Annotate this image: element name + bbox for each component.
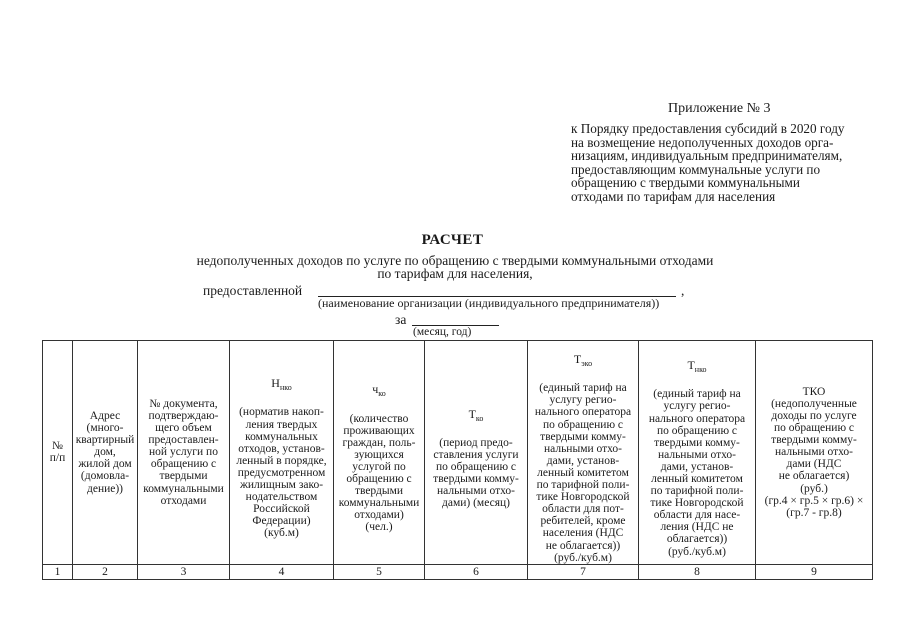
document-title: РАСЧЕТ <box>421 232 484 248</box>
column-symbol: Т <box>573 352 582 367</box>
column-header-address: Адрес (много- квартирный дом, жилой дом (домовла- дение)) <box>73 341 138 565</box>
column-header-lost-income: ТКО (недополученные доходы по услуге по обращению с твердыми комму- нальными отхо- дами (НДС не облагается) (руб.) (гр.4 × гр.5 × гр.6) × (гр.7 - гр.8) <box>756 341 873 565</box>
column-header-tariff-population <box>639 341 756 565</box>
provided-suffix: , <box>681 283 685 298</box>
column-symbol: ч <box>372 382 379 397</box>
document-subtitle: недополученных доходов по услуге по обращению с твердыми коммунальными отходами по тарифам для населения, <box>196 253 714 281</box>
column-number: 2 <box>73 564 138 579</box>
column-header-norm <box>230 341 334 565</box>
column-subscript: ко <box>378 389 386 399</box>
column-description: (единый тариф на услугу регио- нального оператора по обращению с твердыми комму- нальными отхо- дами, установ- ленный комитетом по тарифной поли- тике Новгородской области для пот- ребителей, кроме населения (НДС не облагается)) (руб./куб.м) <box>534 382 632 564</box>
column-subscript: ко <box>475 413 484 423</box>
column-header-tariff-consumers <box>528 341 639 565</box>
column-subscript: нко <box>694 365 707 375</box>
column-description: (период предо- ставления услуги по обращению с твердыми комму- нальными отхо- дами) (месяц) <box>433 436 519 510</box>
column-symbol: Н <box>271 376 280 391</box>
column-header-document: № документа, подтверждаю- щего объем предоставлен- ной услуги по обращению с твердыми коммунальными отходами <box>138 341 230 565</box>
column-subscript: нко <box>279 383 292 393</box>
column-description: (количество проживающих граждан, поль- зующихся услугой по обращению с твердыми коммунальными отходами) (чел.) <box>338 412 420 534</box>
column-description: (норматив накоп- ления твердых коммунальных отходов, установ- ленный в порядке, предусмотренном жилищным зако- нодательством Российской Федерации) (куб.м) <box>236 406 327 540</box>
column-number: 5 <box>334 564 425 579</box>
column-header-period <box>425 341 528 565</box>
column-symbol: Т <box>468 406 476 421</box>
column-number: 4 <box>230 564 334 579</box>
period-label: за <box>395 312 407 327</box>
column-number: 8 <box>639 564 756 579</box>
table-header-row <box>43 341 873 565</box>
column-header-number: № п/п <box>43 341 73 565</box>
column-header-residents <box>334 341 425 565</box>
column-number: 3 <box>138 564 230 579</box>
column-number: 7 <box>528 564 639 579</box>
column-number: 6 <box>425 564 528 579</box>
calculation-table <box>42 340 873 580</box>
appendix-title: Приложение № 3 <box>668 101 771 116</box>
column-description: (единый тариф на услугу регио- нального оператора по обращению с твердыми комму- нальными отхо- дами, установ- ленный комитетом по тарифной поли- тике Новгородской области для насе- ления (НДС не облагается)) (руб./куб.м) <box>648 388 746 558</box>
column-subscript: эко <box>581 359 593 369</box>
appendix-description: к Порядку предоставления субсидий в 2020 году на возмещение недополученных доходов орга- низациям, индивидуальным предпринимателям, предоставляющим коммунальные услуги по обращению с твердыми коммунальными отходами по тарифам для населения <box>571 121 845 204</box>
column-symbol: Т <box>687 358 695 373</box>
provided-label: предоставленной <box>203 283 303 298</box>
column-numbers-row <box>43 564 873 579</box>
organization-caption: (наименование организации (индивидуального предпринимателя)) <box>318 296 660 310</box>
column-number: 1 <box>43 564 73 579</box>
column-number: 9 <box>756 564 873 579</box>
period-caption: (месяц, год) <box>413 326 472 338</box>
